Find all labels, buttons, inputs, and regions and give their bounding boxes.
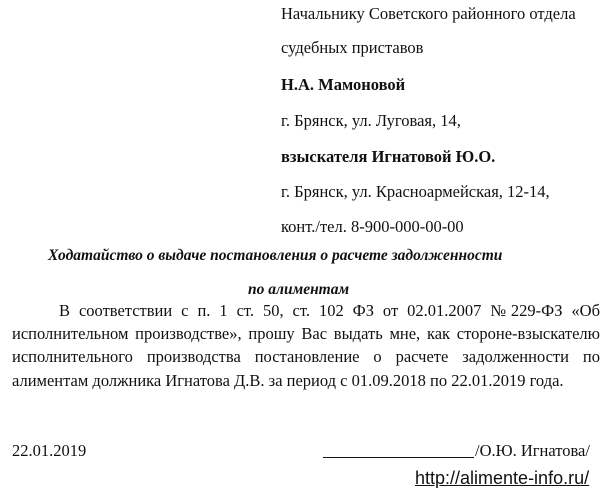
claimant-name: взыскателя Игнатовой Ю.О. [281, 147, 496, 166]
recipient-line-2: судебных приставов [281, 38, 424, 57]
claimant-address: г. Брянск, ул. Красноармейская, 12-14, [281, 182, 550, 201]
recipient-line-1: Начальнику Советского районного отдела [281, 4, 576, 23]
signatory-name: /О.Ю. Игнатова/ [475, 441, 590, 460]
recipient-name: Н.А. Мамоновой [281, 75, 406, 94]
request-paragraph: В соответствии с п. 1 ст. 50, ст. 102 ФЗ от 02.01.2007 №229-ФЗ «Об исполнительном производстве», прошу Вас выдать мне, как стороне-взыскателю исполнительного производства постановление о расчете задолженности по алиментам должника Игнатова Д.В. за период с 01.09.2018 по 22.01.2019 года. [12, 301, 600, 390]
document-title-line-1: Ходатайство о выдаче постановления о расчете задолженности [48, 247, 503, 264]
watermark-link[interactable]: http://alimente-info.ru/ [415, 468, 590, 488]
signature-line [323, 457, 474, 458]
claimant-contact: конт./тел. 8-900-000-00-00 [281, 217, 464, 236]
document-title-line-2: по алиментам [248, 281, 350, 298]
recipient-address: г. Брянск, ул. Луговая, 14, [281, 111, 461, 130]
document-date: 22.01.2019 [12, 441, 87, 460]
